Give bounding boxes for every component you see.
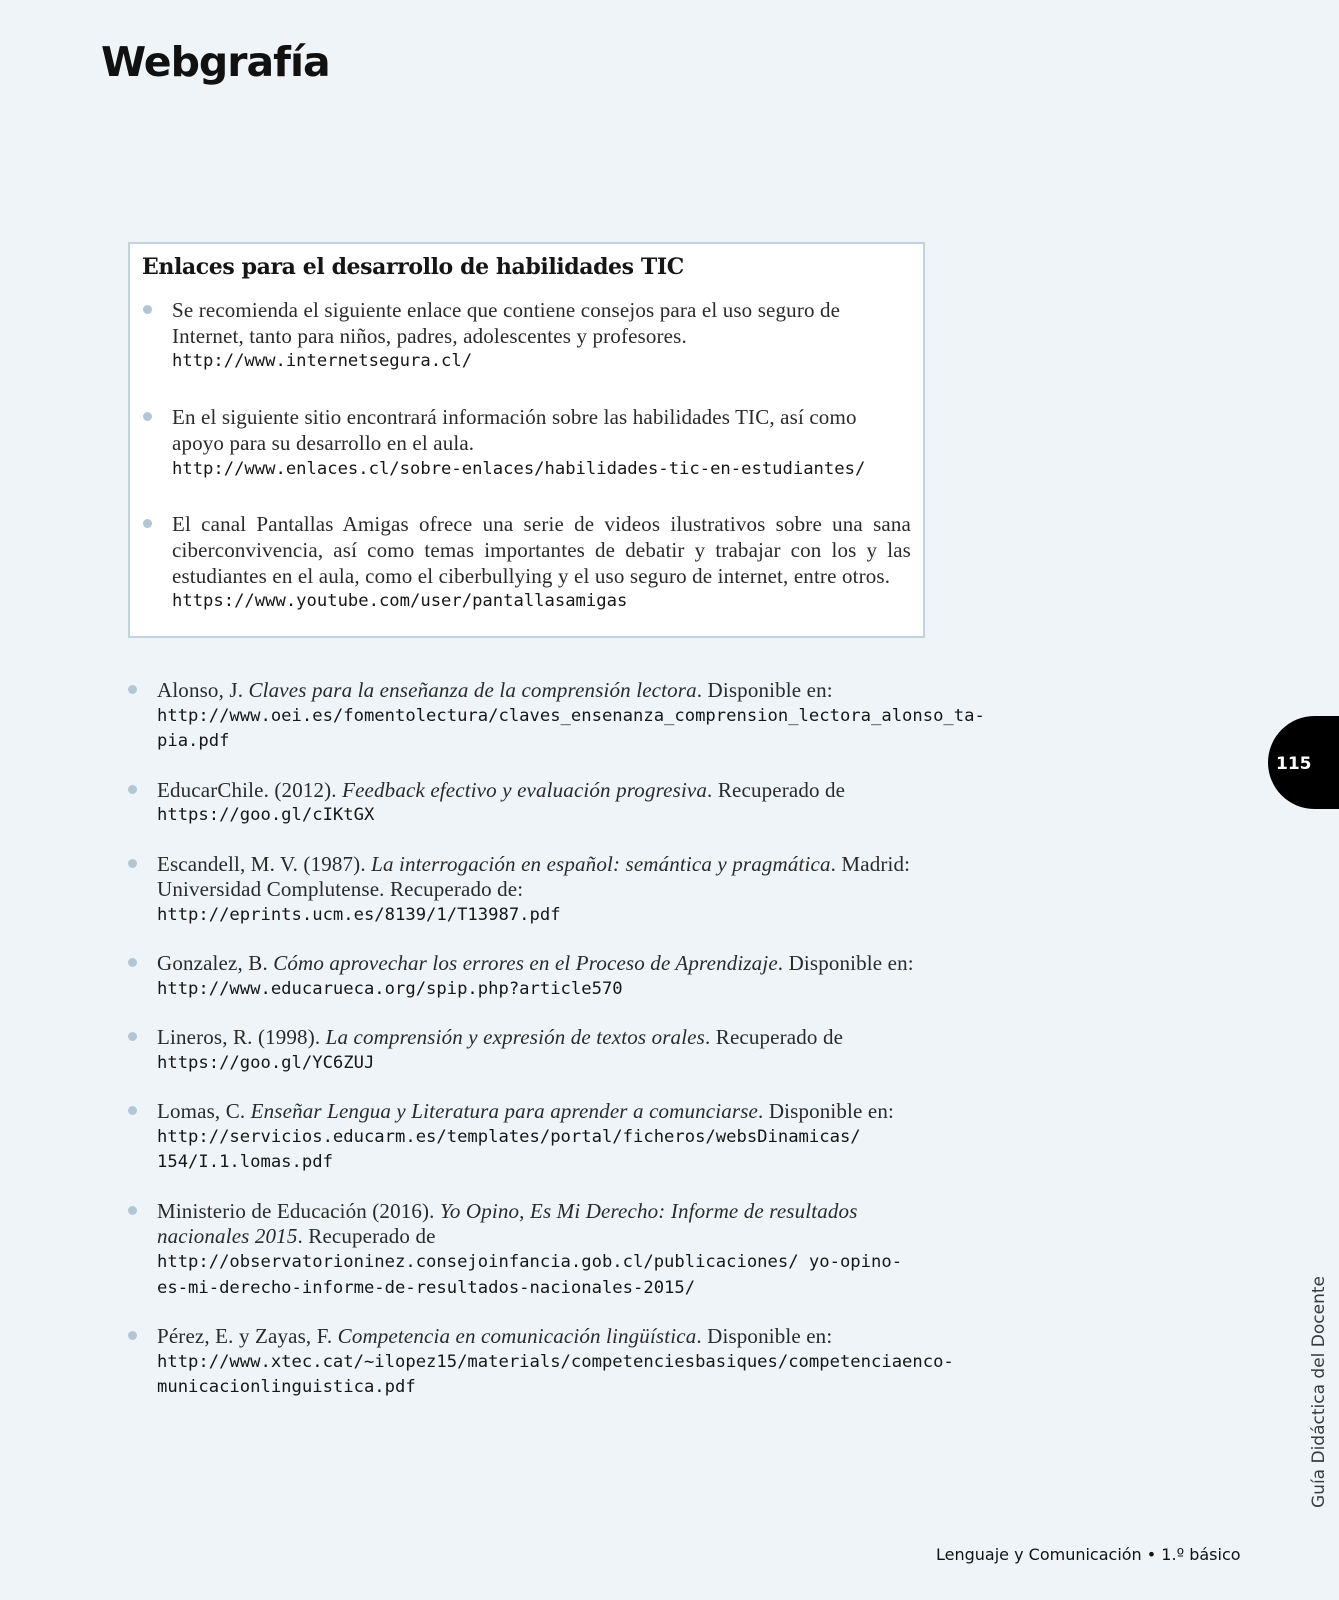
reference-author: Escandell, M. V. (1987).: [157, 851, 372, 876]
bullet-icon: [143, 519, 152, 528]
bullet-icon: [128, 1032, 137, 1041]
reference-item: [127, 1199, 932, 1302]
reference-author: Ministerio de Educación (2016).: [157, 1198, 440, 1223]
reference-link[interactable]: http://servicios.educarm.es/templates/portal/ficheros/websDinamicas/ 154/I.1.lomas.pdf: [157, 1126, 861, 1173]
reference-source: . Madrid: Universidad Complutense. Recuperado de:: [157, 851, 911, 902]
page-footer: Lenguaje y Comunicación • 1.º básico: [936, 1545, 1241, 1564]
reference-link[interactable]: https://goo.gl/cIKtGX: [157, 805, 375, 826]
reference-source: . Recuperado de: [297, 1224, 436, 1249]
bullet-icon: [128, 785, 137, 794]
reference-title: Cómo aprovechar los errores en el Proceso de Aprendizaje: [273, 951, 778, 976]
reference-item: [127, 1025, 932, 1076]
reference-title: La comprensión y expresión de textos orales: [325, 1025, 705, 1050]
tic-links-box: [128, 242, 925, 638]
reference-title: Claves para la enseñanza de la comprensión lectora: [248, 678, 697, 702]
reference-title: Yo Opino, Es Mi Derecho: Informe de resultados nacionales 2015: [157, 1198, 858, 1249]
reference-title: Competencia en comunicación lingüística: [337, 1323, 697, 1348]
reference-author: Lomas, C.: [157, 1098, 251, 1123]
bullet-icon: [143, 412, 152, 421]
item-text: En el siguiente sitio encontrará información sobre las habilidades TIC, así como apoyo para su desarrollo en el aula.: [172, 405, 857, 455]
reference-source: . Recuperado de: [707, 777, 846, 802]
item-link[interactable]: http://www.internetsegura.cl/: [172, 351, 473, 372]
reference-source: . Disponible en:: [758, 1098, 894, 1123]
reference-source: . Disponible en:: [696, 1323, 833, 1348]
reference-author: Pérez, E. y Zayas, F.: [157, 1323, 338, 1348]
page-number: 115: [1276, 754, 1312, 774]
box-title: Enlaces para el desarrollo de habilidades TIC: [142, 254, 684, 280]
reference-link[interactable]: http://eprints.ucm.es/8139/1/T13987.pdf: [157, 904, 561, 925]
reference-link[interactable]: http://www.oei.es/fomentolectura/claves_ensenanza_comprension_lectora_alonso_ta-pia.pdf: [157, 705, 985, 752]
reference-item: [127, 951, 932, 1002]
reference-author: Alonso, J.: [157, 678, 249, 702]
reference-source: . Disponible en:: [777, 951, 914, 976]
side-label: Guía Didáctica del Docente: [1309, 1276, 1329, 1508]
bullet-icon: [128, 1206, 137, 1215]
reference-title: Feedback efectivo y evaluación progresiva: [342, 777, 708, 802]
bullet-icon: [128, 1106, 137, 1115]
list-item: [142, 405, 911, 482]
reference-link[interactable]: http://observatorioninez.consejoinfancia.gob.cl/publicaciones/ yo-opino-es-mi-derecho-informe-de-resultados-nacionales-2015/: [157, 1251, 903, 1298]
bullet-icon: [128, 1331, 137, 1340]
bullet-icon: [128, 958, 137, 967]
reference-item: [127, 778, 932, 829]
reference-item: [127, 1099, 932, 1176]
item-link[interactable]: https://www.youtube.com/user/pantallasamigas: [172, 591, 628, 612]
item-text: Se recomienda el siguiente enlace que contiene consejos para el uso seguro de Internet, tanto para niños, padres, adolescentes y profesores.: [172, 298, 841, 348]
reference-link[interactable]: http://www.educarueca.org/spip.php?article570: [157, 978, 623, 999]
reference-source: . Disponible en:: [696, 678, 833, 702]
reference-list: [127, 678, 985, 1423]
list-item: [142, 512, 911, 615]
bullet-icon: [128, 859, 137, 868]
reference-source: . Recuperado de: [704, 1025, 844, 1050]
reference-author: Lineros, R. (1998).: [157, 1025, 326, 1050]
reference-author: EducarChile. (2012).: [157, 777, 343, 802]
bullet-icon: [128, 685, 137, 694]
item-text: El canal Pantallas Amigas ofrece una serie de videos ilustrativos sobre una sana ciberconvivencia, así como temas importantes de debatir y trabajar con los y las estudiantes en el aula, como el ciberbullying y el uso seguro de internet, entre otros.: [172, 512, 911, 588]
reference-link[interactable]: https://goo.gl/YC6ZUJ: [157, 1052, 375, 1073]
list-item: [142, 298, 911, 375]
reference-title: La interrogación en español: semántica y pragmática: [371, 851, 831, 876]
reference-item: [127, 678, 985, 755]
reference-item: [127, 852, 932, 929]
bullet-icon: [143, 305, 152, 314]
item-link[interactable]: http://www.enlaces.cl/sobre-enlaces/habilidades-tic-en-estudiantes/: [172, 458, 866, 479]
reference-item: [127, 1323, 954, 1401]
reference-link[interactable]: http://www.xtec.cat/~ilopez15/materials/competenciesbasiques/competenciaenco-municacionlinguistica.pdf: [157, 1351, 954, 1398]
reference-author: Gonzalez, B.: [157, 951, 274, 976]
reference-title: Enseñar Lengua y Literatura para aprender a comunciarse: [250, 1098, 759, 1123]
page-title: Webgrafía: [101, 38, 330, 86]
